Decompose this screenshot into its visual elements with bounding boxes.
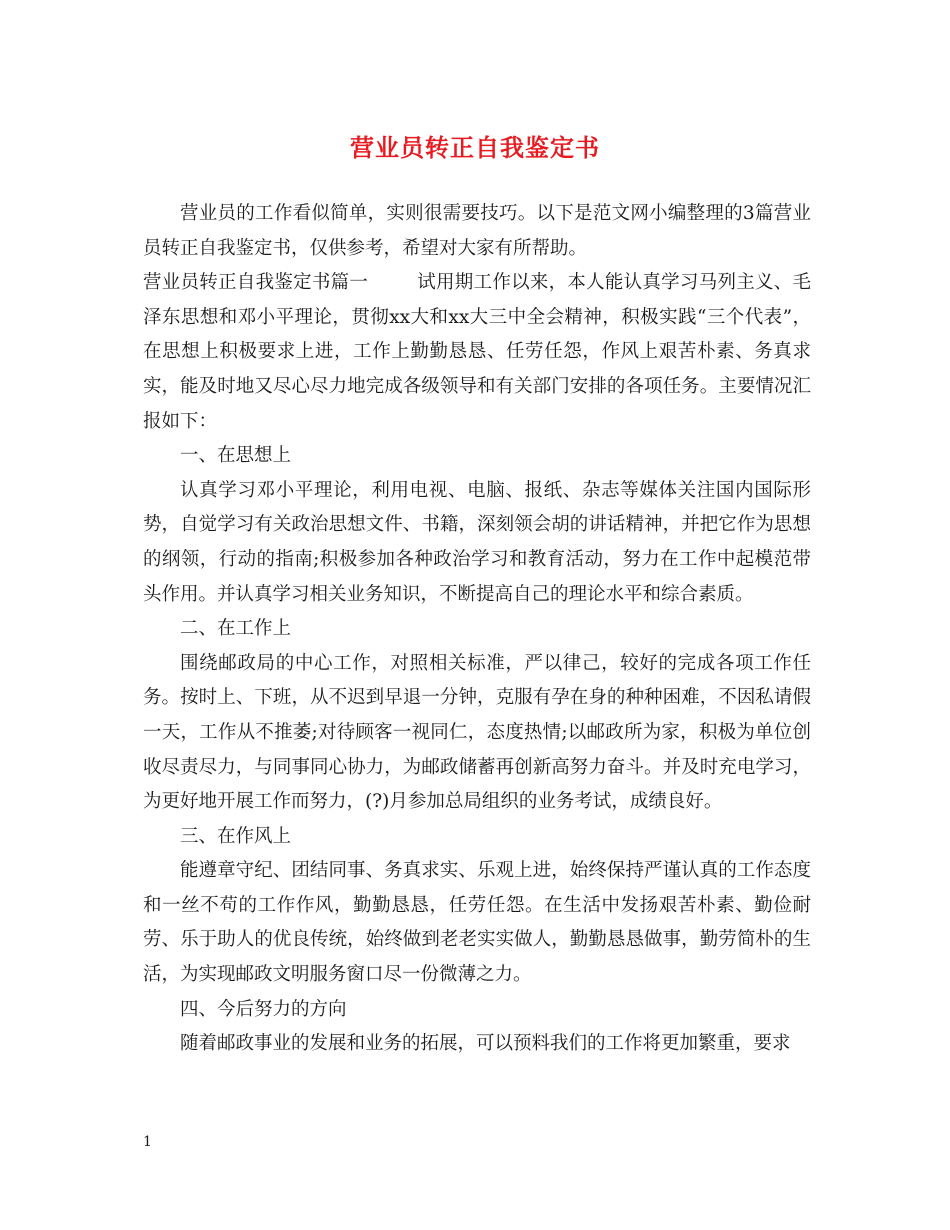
heading-work: 二、在工作上 bbox=[180, 618, 292, 640]
heading-style: 三、在作风上 bbox=[180, 825, 292, 847]
intro-paragraph: 营业员的工作看似简单，实则很需要技巧。以下是范文网小编整理的3篇营业员转正自我鉴定书，仅供参考，希望对大家有所帮助。 bbox=[143, 203, 811, 259]
section-paragraph bbox=[143, 266, 811, 439]
document-title: 营业员转正自我鉴定书 bbox=[350, 133, 600, 162]
section-opening-text: 试用期工作以来，本人能认真学习马列主义、毛泽东思想和邓小平理论，贯彻xx大和xx大三中全会精神，积极实践“三个代表”，在思想上积极要求上进，工作上勤勤恳恳、任劳任怨，作风上艰苦朴素、务真求实，能及时地又尽心尽力地完成各级领导和有关部门安排的各项任务。主要情况汇报如下： bbox=[143, 272, 811, 432]
paragraph-work: 围绕邮政局的中心工作，对照相关标准，严以律己，较好的完成各项工作任务。按时上、下班，从不迟到早退一分钟，克服有孕在身的种种困难，不因私请假一天，工作从不推萎;对待顾客一视同仁，态度热情;以邮政所为家，积极为单位创收尽责尽力，与同事同心协力，为邮政储蓄再创新高努力奋斗。并及时充电学习，为更好地开展工作而努力，(?)月参加总局组织的业务考试，成绩良好。 bbox=[143, 652, 811, 813]
document-body bbox=[143, 197, 811, 1062]
paragraph-style: 能遵章守纪、团结同事、务真求实、乐观上进，始终保持严谨认真的工作态度和一丝不苟的工作作风，勤勤恳恳，任劳任怨。在生活中发扬艰苦朴素、勤俭耐劳、乐于助人的优良传统，始终做到老老实实做人，勤勤恳恳做事，勤劳简朴的生活，为实现邮政文明服务窗口尽一份微薄之力。 bbox=[143, 860, 811, 986]
paragraph-thought: 认真学习邓小平理论，利用电视、电脑、报纸、杂志等媒体关注国内国际形势，自觉学习有关政治思想文件、书籍，深刻领会胡的讲话精神，并把它作为思想的纲领，行动的指南;积极参加各种政治学习和教育活动，努力在工作中起模范带头作用。并认真学习相关业务知识，不断提高自己的理论水平和综合素质。 bbox=[143, 479, 811, 605]
section-label: 营业员转正自我鉴定书篇一 bbox=[143, 272, 369, 294]
heading-thought: 一、在思想上 bbox=[180, 445, 292, 467]
page-number: 1 bbox=[143, 1134, 152, 1150]
paragraph-direction: 随着邮政事业的发展和业务的拓展，可以预料我们的工作将更加繁重，要求 bbox=[180, 1033, 791, 1055]
heading-direction: 四、今后努力的方向 bbox=[180, 998, 347, 1020]
